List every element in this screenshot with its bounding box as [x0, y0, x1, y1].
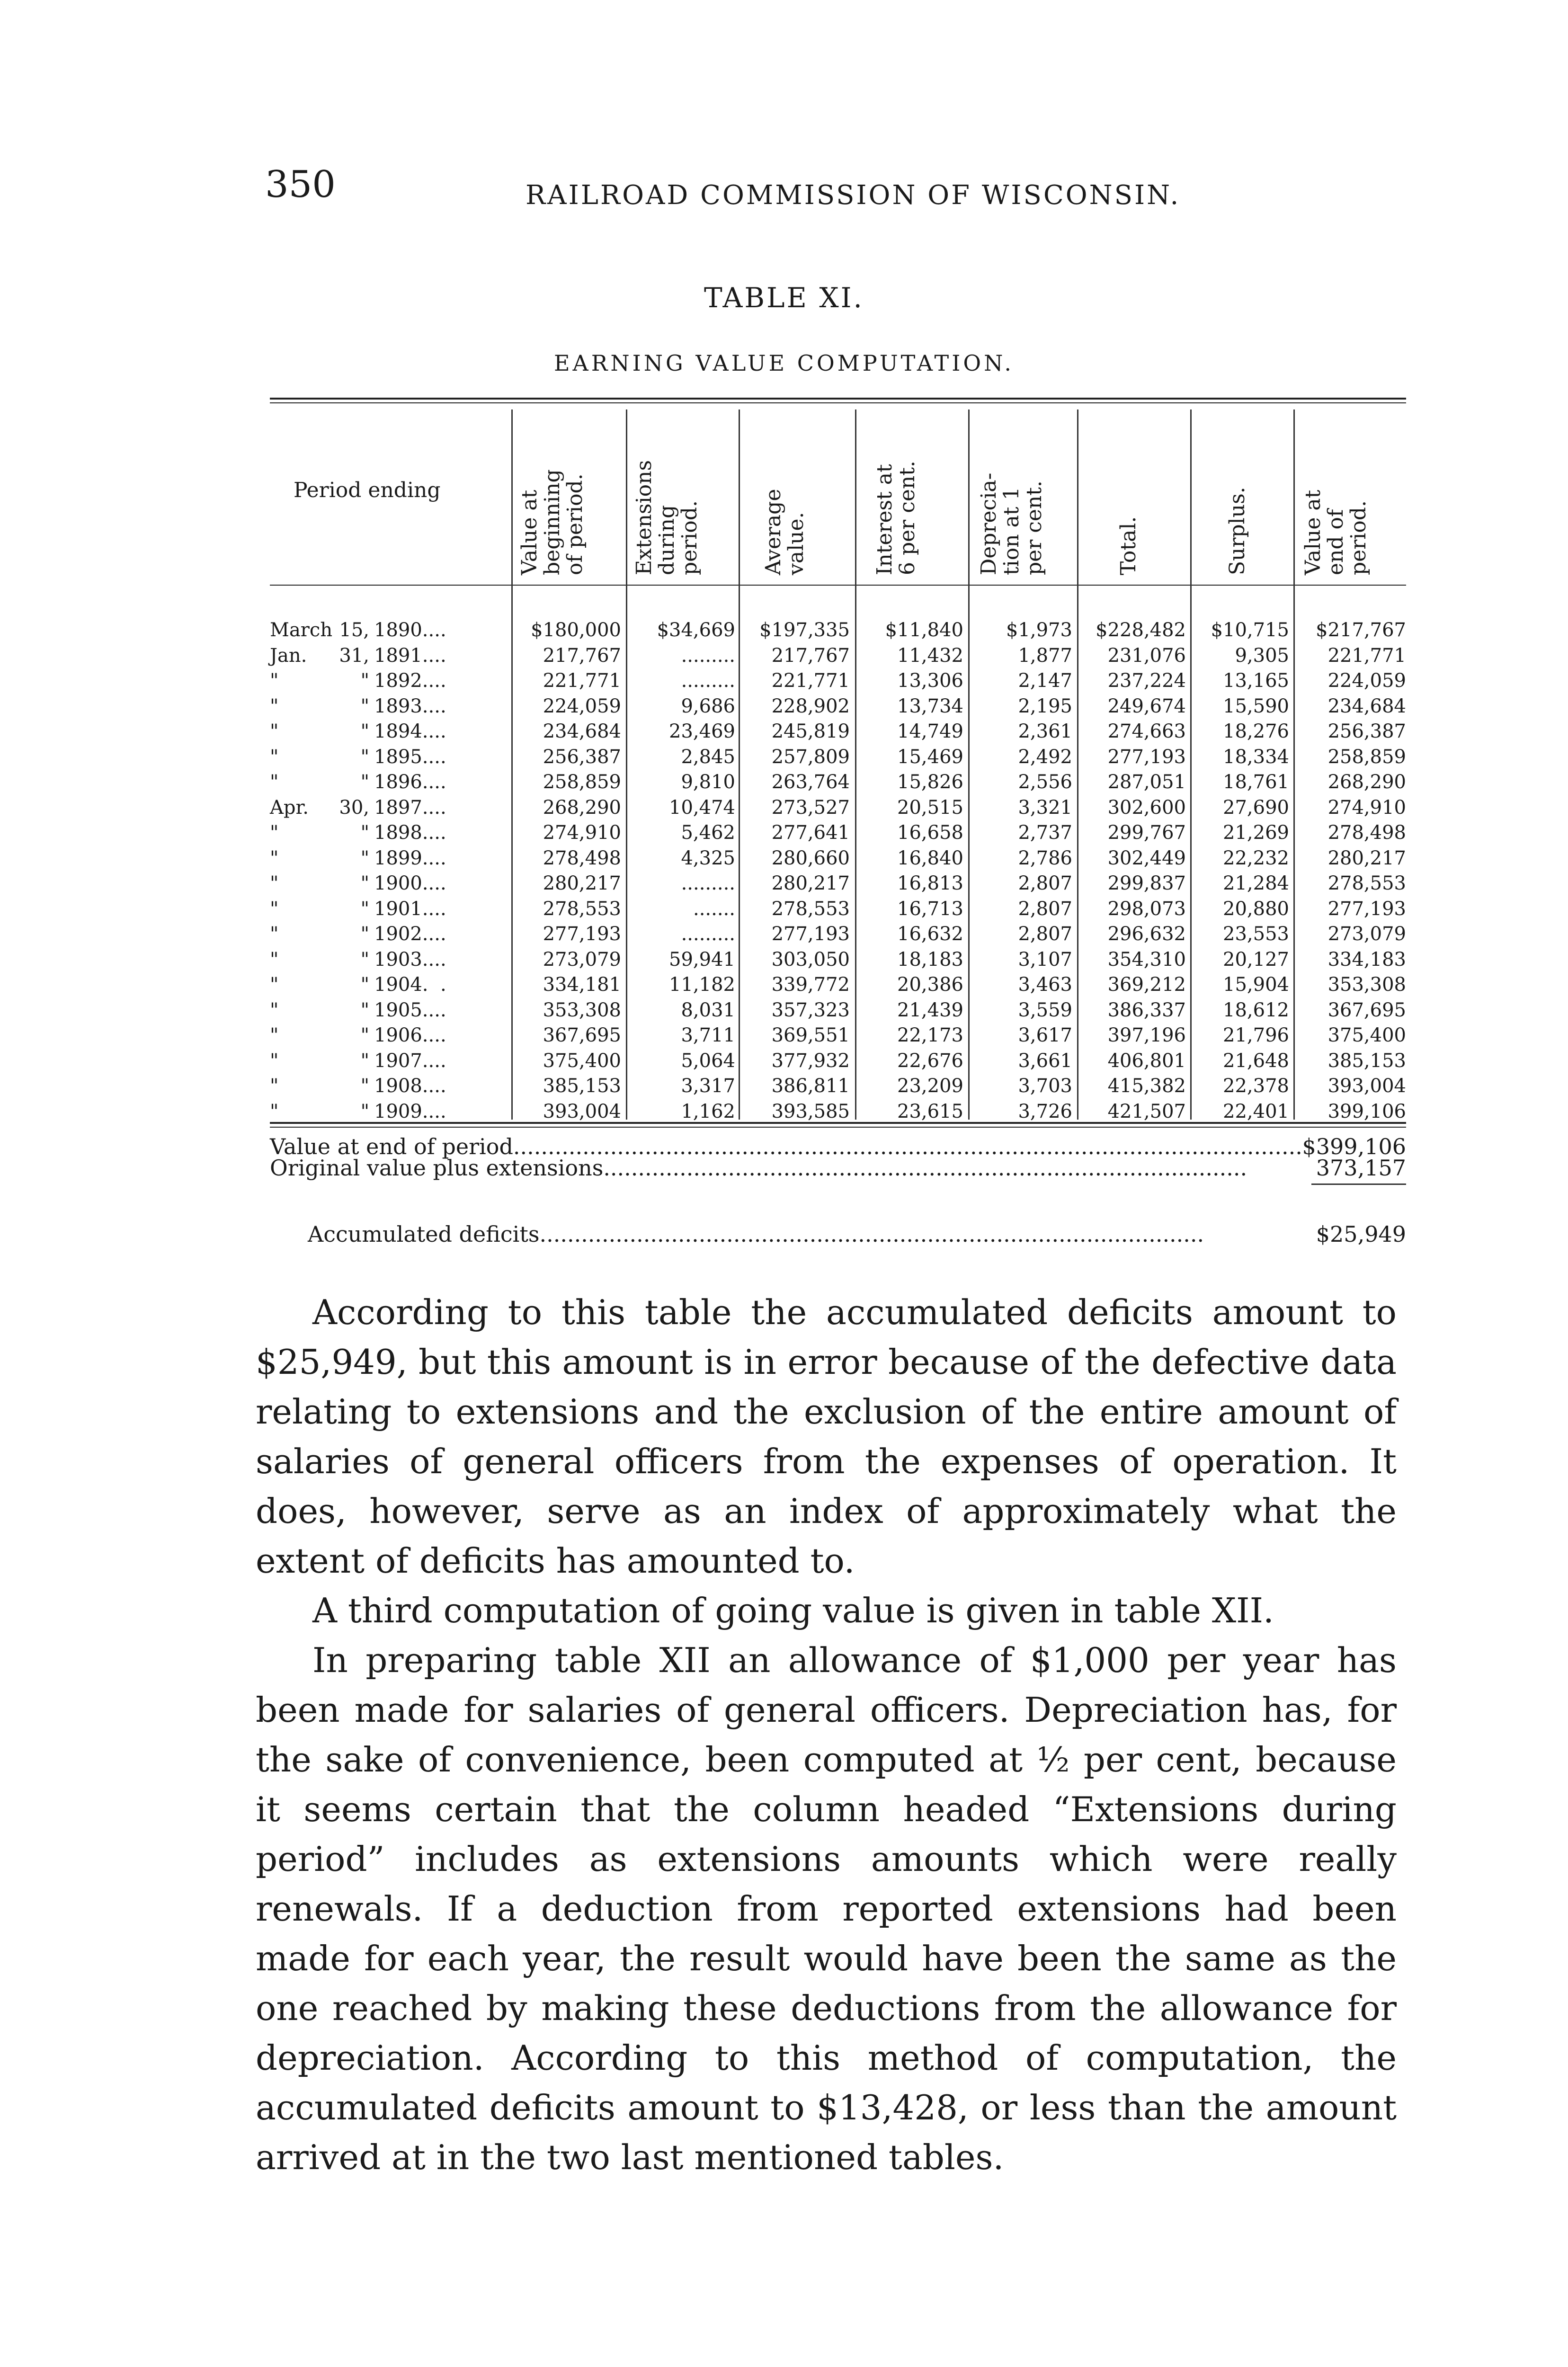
header-interest-line: Interest at	[873, 464, 897, 575]
table-cell: March	[270, 619, 333, 641]
header-value-end-line: Value at	[1301, 489, 1325, 575]
table-cell: "	[270, 822, 279, 844]
table-cell: 18,334	[1223, 746, 1289, 768]
table-cell: 1890....	[374, 619, 446, 641]
table-cell: 21,269	[1223, 822, 1289, 844]
table-cell: "	[270, 746, 279, 768]
table-cell: .........	[681, 872, 735, 894]
table-cell: 10,474	[669, 796, 735, 819]
table-cell: "	[270, 721, 279, 742]
table-cell: "	[270, 999, 279, 1021]
table-cell: 22,173	[897, 1024, 963, 1046]
table-cell: 1903....	[374, 948, 446, 970]
table-cell: 15,904	[1223, 974, 1289, 996]
table-cell: 287,051	[1107, 771, 1186, 793]
table-cell: 20,386	[897, 974, 963, 996]
table-cell: "	[360, 872, 369, 894]
table-cell: 217,767	[543, 644, 621, 667]
table-cell: "	[360, 822, 369, 844]
table-cell: 406,801	[1107, 1050, 1186, 1072]
table-cell: 274,663	[1107, 721, 1186, 742]
header-interest	[873, 461, 919, 575]
table-cell: 23,469	[669, 721, 735, 742]
table-cell: "	[360, 847, 369, 869]
table-cell: 375,400	[1327, 1024, 1406, 1046]
header-extensions-line: period.	[677, 500, 702, 575]
table-cell: 237,224	[1107, 670, 1186, 692]
table-cell: 353,308	[1327, 974, 1406, 996]
table-cell: 16,658	[897, 822, 963, 844]
table-cell: 22,401	[1223, 1100, 1289, 1122]
col-surplus	[1192, 618, 1289, 1124]
table-cell: $180,000	[531, 619, 621, 641]
table-cell: 1892....	[374, 670, 446, 692]
table-cell: 21,796	[1223, 1024, 1289, 1046]
table-cell: 13,306	[897, 670, 963, 692]
table-cell: $197,335	[759, 619, 850, 641]
table-cell: 273,079	[1327, 923, 1406, 945]
table-cell: 421,507	[1107, 1100, 1186, 1122]
table-cell: 1906....	[374, 1024, 446, 1046]
table-cell: 263,764	[771, 771, 850, 793]
table-cell: 393,585	[771, 1100, 850, 1122]
col-month	[270, 618, 331, 1124]
table-cell: 277,193	[1327, 898, 1406, 920]
table-cell: 27,690	[1223, 796, 1289, 819]
table-cell: 2,807	[1018, 898, 1072, 920]
table-cell: 1905....	[374, 999, 446, 1021]
table-cell: 3,107	[1018, 948, 1072, 970]
table-cell: 385,153	[543, 1075, 621, 1097]
col-value-begin	[511, 618, 621, 1124]
table-cell: 3,661	[1018, 1050, 1072, 1072]
table-cell: 1907....	[374, 1050, 446, 1072]
table-cell: 1899....	[374, 847, 446, 869]
table-cell: 277,193	[771, 923, 850, 945]
body-text	[256, 1288, 1397, 2182]
col-sep-5	[968, 409, 970, 1120]
table-cell: 224,059	[1327, 670, 1406, 692]
table-cell: 2,807	[1018, 872, 1072, 894]
table-cell: "	[360, 923, 369, 945]
summary-orig-amount: 373,157	[1316, 1155, 1406, 1181]
table-cell: "	[270, 923, 279, 945]
header-depreciation-line: tion at 1	[999, 487, 1024, 575]
table-cell: "	[360, 721, 369, 742]
header-value-end-line: end of	[1324, 509, 1348, 575]
table-cell: 249,674	[1107, 695, 1186, 717]
table-cell: .......	[693, 898, 735, 920]
table-cell: 5,064	[681, 1050, 735, 1072]
header-value-beginning-line: beginning	[540, 469, 564, 575]
header-surplus	[1226, 487, 1249, 575]
table-cell: 274,910	[1327, 796, 1406, 819]
table-cell: 280,660	[771, 847, 850, 869]
table-cell: 296,632	[1107, 923, 1186, 945]
table-cell: Jan.	[270, 644, 307, 667]
table-cell: 9,686	[681, 695, 735, 717]
table-cell: "	[360, 1024, 369, 1046]
table-cell: 277,193	[543, 923, 621, 945]
header-depreciation	[978, 473, 1046, 575]
table-cell: 221,771	[771, 670, 850, 692]
table-cell: 375,400	[543, 1050, 621, 1072]
table-cell: "	[270, 771, 279, 793]
col-average	[741, 618, 850, 1124]
table-cell: $217,767	[1316, 619, 1406, 641]
col-total	[1079, 618, 1186, 1124]
table-cell: 268,290	[543, 796, 621, 819]
table-top-rule-2	[270, 402, 1406, 403]
table-cell: 9,810	[681, 771, 735, 793]
table-cell: $1,973	[1006, 619, 1072, 641]
header-surplus-line: Surplus.	[1225, 487, 1249, 575]
table-cell: 1900....	[374, 872, 446, 894]
table-cell: 256,387	[1327, 721, 1406, 742]
table-cell: "	[270, 670, 279, 692]
table-cell: 18,612	[1223, 999, 1289, 1021]
table-cell: 16,813	[897, 872, 963, 894]
table-cell: 11,182	[669, 974, 735, 996]
header-depreciation-line: Deprecia-	[977, 472, 1001, 575]
table-cell: "	[360, 974, 369, 996]
table-cell: 2,556	[1018, 771, 1072, 793]
table-cell: 3,711	[681, 1024, 735, 1046]
table-cell: 393,004	[543, 1100, 621, 1122]
table-cell: 1908....	[374, 1075, 446, 1097]
table-cell: 1897....	[374, 796, 446, 819]
table-cell: .........	[681, 923, 735, 945]
table-cell: 1,162	[681, 1100, 735, 1122]
table-cell: 278,498	[1327, 822, 1406, 844]
table-cell: 245,819	[771, 721, 850, 742]
header-period-ending: Period ending	[294, 478, 441, 502]
table-cell: 30,	[339, 796, 369, 819]
table-cell: 280,217	[1327, 847, 1406, 869]
table-cell: 2,195	[1018, 695, 1072, 717]
table-cell: "	[360, 771, 369, 793]
table-cell: 13,165	[1223, 670, 1289, 692]
header-average-value-line: value.	[784, 512, 808, 575]
header-average-value-line: Average	[761, 489, 785, 575]
table-cell: 1,877	[1018, 644, 1072, 667]
table-cell: 298,073	[1107, 898, 1186, 920]
table-cell: $10,715	[1211, 619, 1289, 641]
table-cell: "	[360, 1100, 369, 1122]
table-cell: .........	[681, 670, 735, 692]
table-cell: 224,059	[543, 695, 621, 717]
table-cell: 3,703	[1018, 1075, 1072, 1097]
table-cell: "	[270, 872, 279, 894]
table-cell: 339,772	[771, 974, 850, 996]
table-cell: 2,737	[1018, 822, 1072, 844]
col-interest	[857, 618, 963, 1124]
table-cell: 8,031	[681, 999, 735, 1021]
table-cell: 3,463	[1018, 974, 1072, 996]
header-rule	[270, 585, 1406, 586]
header-depreciation-line: per cent.	[1022, 481, 1046, 575]
col-sep-6	[1077, 409, 1078, 1120]
header-extensions	[633, 460, 701, 575]
summary-end-label: Value at end of period..................................................................................................................	[270, 1134, 1302, 1159]
table-cell: "	[270, 948, 279, 970]
table-cell: 23,209	[897, 1075, 963, 1097]
table-cell: 2,147	[1018, 670, 1072, 692]
table-cell: 3,559	[1018, 999, 1072, 1021]
table-cell: 22,378	[1223, 1075, 1289, 1097]
summary-end-amount: $399,106	[1302, 1134, 1406, 1159]
col-year	[374, 618, 509, 1124]
table-cell: 1896....	[374, 771, 446, 793]
col-sep-3	[739, 409, 740, 1120]
table-cell: $34,669	[657, 619, 735, 641]
table-cell: 369,551	[771, 1024, 850, 1046]
table-cell: "	[360, 695, 369, 717]
table-cell: 258,859	[1327, 746, 1406, 768]
table-bottom-rule-2	[270, 1127, 1406, 1128]
header-total	[1117, 516, 1140, 575]
table-cell: "	[270, 974, 279, 996]
header-value-end	[1302, 490, 1370, 575]
table-cell: "	[270, 1100, 279, 1122]
table-cell: 299,837	[1107, 872, 1186, 894]
table-bottom-rule	[270, 1122, 1406, 1124]
table-cell: 3,321	[1018, 796, 1072, 819]
table-cell: 353,308	[543, 999, 621, 1021]
table-cell: 4,325	[681, 847, 735, 869]
summary-rule	[1311, 1184, 1406, 1185]
table-cell: 2,361	[1018, 721, 1072, 742]
table-cell: 273,527	[771, 796, 850, 819]
table-cell: 386,337	[1107, 999, 1186, 1021]
header-extensions-line: during	[655, 505, 679, 575]
table-cell: 16,632	[897, 923, 963, 945]
table-cell: 277,641	[771, 822, 850, 844]
table-cell: 20,515	[897, 796, 963, 819]
table-cell: .........	[681, 644, 735, 667]
table-cell: 367,695	[543, 1024, 621, 1046]
table-cell: 18,276	[1223, 721, 1289, 742]
table-cell: "	[360, 1050, 369, 1072]
col-sep-4	[855, 409, 856, 1120]
table-cell: $11,840	[885, 619, 963, 641]
summary-deficit-label: Accumulated deficits................................................................................................	[308, 1221, 1204, 1247]
header-total-line: Total.	[1116, 516, 1140, 575]
table-cell: 415,382	[1107, 1075, 1186, 1097]
table-title: TABLE XI.	[704, 282, 864, 314]
table-top-rule	[270, 398, 1406, 400]
table-cell: 1904. .	[374, 974, 446, 996]
table-cell: 357,323	[771, 999, 850, 1021]
table-cell: 18,183	[897, 948, 963, 970]
header-value-end-line: period.	[1346, 500, 1371, 575]
header-average-value	[762, 489, 808, 575]
col-day	[331, 618, 369, 1124]
table-cell: "	[360, 746, 369, 768]
table-cell: 16,840	[897, 847, 963, 869]
table-cell: 386,811	[771, 1075, 850, 1097]
table-cell: 256,387	[543, 746, 621, 768]
table-cell: 257,809	[771, 746, 850, 768]
table-cell: 231,076	[1107, 644, 1186, 667]
table-cell: $228,482	[1096, 619, 1186, 641]
table-cell: 5,462	[681, 822, 735, 844]
table-cell: "	[360, 999, 369, 1021]
table-cell: 1901....	[374, 898, 446, 920]
table-cell: "	[360, 898, 369, 920]
table-cell: 21,648	[1223, 1050, 1289, 1072]
table-cell: 1895....	[374, 746, 446, 768]
table-cell: 15,	[339, 619, 369, 641]
table-cell: 1902....	[374, 923, 446, 945]
table-cell: 23,553	[1223, 923, 1289, 945]
table-cell: 377,932	[771, 1050, 850, 1072]
table-cell: 273,079	[543, 948, 621, 970]
col-value-end	[1295, 618, 1406, 1124]
header-value-beginning-line: Value at	[517, 489, 542, 575]
table-cell: 22,232	[1223, 847, 1289, 869]
table-cell: 59,941	[669, 948, 735, 970]
table-cell: "	[270, 1024, 279, 1046]
table-cell: 31,	[339, 644, 369, 667]
table-cell: 15,590	[1223, 695, 1289, 717]
table-cell: 23,615	[897, 1100, 963, 1122]
table-cell: 9,305	[1235, 644, 1289, 667]
table-cell: 280,217	[771, 872, 850, 894]
table-cell: 11,432	[897, 644, 963, 667]
header-interest-line: 6 per cent.	[895, 461, 919, 575]
table-cell: 221,771	[543, 670, 621, 692]
table-cell: 274,910	[543, 822, 621, 844]
header-value-beginning-line: of period.	[563, 473, 587, 575]
table-cell: 299,767	[1107, 822, 1186, 844]
header-value-beginning	[518, 469, 587, 575]
table-cell: 1891....	[374, 644, 446, 667]
running-head: RAILROAD COMMISSION OF WISCONSIN.	[526, 180, 1181, 211]
table-cell: 1893....	[374, 695, 446, 717]
table-cell: 3,617	[1018, 1024, 1072, 1046]
table-cell: 2,786	[1018, 847, 1072, 869]
table-cell: 3,317	[681, 1075, 735, 1097]
table-cell: 1909....	[374, 1100, 446, 1122]
table-cell: 1898....	[374, 822, 446, 844]
col-depreciation	[971, 618, 1072, 1124]
table-cell: 15,826	[897, 771, 963, 793]
table-cell: 2,845	[681, 746, 735, 768]
table-cell: Apr.	[270, 796, 309, 819]
col-sep-7	[1190, 409, 1192, 1120]
table-cell: 367,695	[1327, 999, 1406, 1021]
table-cell: 20,127	[1223, 948, 1289, 970]
table-cell: 14,749	[897, 721, 963, 742]
table-cell: 1894....	[374, 721, 446, 742]
table-cell: 399,106	[1327, 1100, 1406, 1122]
table-cell: "	[270, 898, 279, 920]
header-extensions-line: Extensions	[632, 460, 656, 575]
table-cell: 278,553	[771, 898, 850, 920]
page-number: 350	[265, 163, 336, 206]
table-cell: 278,553	[1327, 872, 1406, 894]
table-cell: 278,553	[543, 898, 621, 920]
col-extensions	[627, 618, 735, 1124]
table-cell: "	[360, 670, 369, 692]
table-cell: 268,290	[1327, 771, 1406, 793]
table-subtitle: EARNING VALUE COMPUTATION.	[553, 350, 1015, 376]
table-cell: 302,449	[1107, 847, 1186, 869]
table-cell: 303,050	[771, 948, 850, 970]
table-cell: 16,713	[897, 898, 963, 920]
table-cell: 234,684	[1327, 695, 1406, 717]
table-cell: 280,217	[543, 872, 621, 894]
table-cell: "	[270, 695, 279, 717]
table-cell: 15,469	[897, 746, 963, 768]
paragraph-3: In preparing table XII an allowance of $1,000 per year has been made for salaries of general officers. Depreciation has, for the sake of convenience, been computed at ½ per cent, because it seems certain that the column headed “Extensions during period” includes as extensions amounts which were really renewals. If a deduction from reported extensions had been made for each year, the result would have been the same as the one reached by making these deductions from the allowance for depreciation. According to this method of computation, the accumulated deficits amount to $13,428, or less than the amount arrived at in the two last mentioned tables.	[256, 1640, 1397, 2177]
table-cell: 334,183	[1327, 948, 1406, 970]
summary-orig-label: Original value plus extensions.............................................................................................	[270, 1155, 1247, 1181]
table-cell: "	[270, 847, 279, 869]
table-cell: 21,284	[1223, 872, 1289, 894]
table-cell: 234,684	[543, 721, 621, 742]
summary-deficit-amount: $25,949	[1316, 1221, 1406, 1247]
table-cell: 2,807	[1018, 923, 1072, 945]
table-cell: 13,734	[897, 695, 963, 717]
table-cell: "	[270, 1050, 279, 1072]
table-cell: 2,492	[1018, 746, 1072, 768]
table-cell: 21,439	[897, 999, 963, 1021]
table-cell: 393,004	[1327, 1075, 1406, 1097]
table-cell: 397,196	[1107, 1024, 1186, 1046]
table-cell: 258,859	[543, 771, 621, 793]
table-cell: 22,676	[897, 1050, 963, 1072]
table-cell: 228,902	[771, 695, 850, 717]
table-cell: 334,181	[543, 974, 621, 996]
table-cell: 385,153	[1327, 1050, 1406, 1072]
paragraph-1: According to this table the accumulated deficits amount to $25,949, but this amount is in error because of the defective data relating to extensions and the exclusion of the entire amount of salaries of general officers from the expenses of operation. It does, however, serve as an index of approximately what the extent of deficits has amounted to.	[256, 1292, 1397, 1581]
table-cell: 221,771	[1327, 644, 1406, 667]
table-cell: "	[360, 948, 369, 970]
table-cell: 278,498	[543, 847, 621, 869]
table-cell: 369,212	[1107, 974, 1186, 996]
table-cell: 217,767	[771, 644, 850, 667]
table-cell: 3,726	[1018, 1100, 1072, 1122]
table-cell: 302,600	[1107, 796, 1186, 819]
col-sep-8	[1293, 409, 1295, 1120]
table-cell: 354,310	[1107, 948, 1186, 970]
paragraph-2: A third computation of going value is given in table XII.	[312, 1591, 1274, 1630]
table-cell: 277,193	[1107, 746, 1186, 768]
table-cell: 20,880	[1223, 898, 1289, 920]
table-cell: "	[270, 1075, 279, 1097]
table-cell: 18,761	[1223, 771, 1289, 793]
table-cell: "	[360, 1075, 369, 1097]
